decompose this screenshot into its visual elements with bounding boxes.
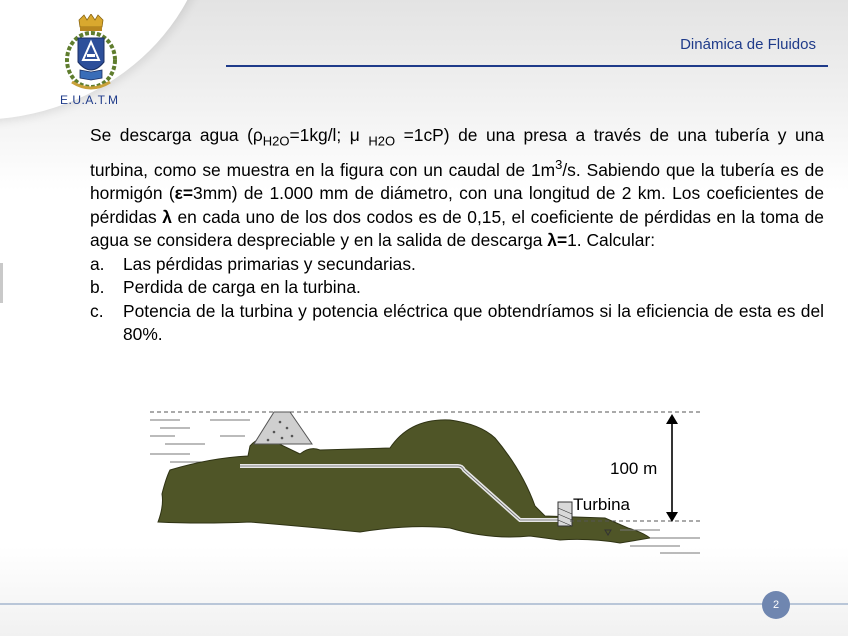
turbine: [558, 502, 572, 526]
list-item: c. Potencia de la turbina y potencia eléctrica que obtendríamos si la eficiencia de esta es del 80%.: [90, 300, 824, 345]
header-divider: [226, 65, 828, 67]
page-number-badge: 2: [762, 591, 790, 619]
list-item: b. Perdida de carga en la turbina.: [90, 277, 361, 298]
terrain: [158, 420, 650, 543]
intake-tower: [254, 412, 312, 444]
footer-divider: [0, 603, 848, 605]
reservoir-ripples: [150, 420, 250, 462]
page-title: Dinámica de Fluidos: [680, 36, 816, 53]
list-item: a. Las pérdidas primarias y secundarias.: [90, 253, 416, 274]
institution-logo: [58, 14, 124, 94]
problem-paragraph: Se descarga agua ($\rho_{H2O}=1kg/l$; μ $_{H2O}$ =1cP) de una presa a través de una tubería y una turbina, como se muestra en la figura con un caudal de $1m^3/s$. Sabiendo que la tubería es de hormigón (ε=3mm) de 1.000 mm de diámetro, con una longitud de 2 km. Los coeficientes de pérdidas λ en cada uno de los dos codos es de 0,15, el coeficiente de pérdidas en la toma de agua se considera despreciable y en la salida de descarga λ=1. Calcular:: [90, 125, 824, 251]
dam-turbine-diagram: [150, 398, 710, 563]
problem-statement: [90, 124, 824, 347]
turbine-label: Turbina: [573, 495, 631, 514]
question-list: [90, 253, 824, 347]
institution-name: E.U.A.T.M: [60, 93, 119, 107]
height-label: 100 m: [610, 459, 658, 478]
edge-tab: [0, 263, 3, 303]
